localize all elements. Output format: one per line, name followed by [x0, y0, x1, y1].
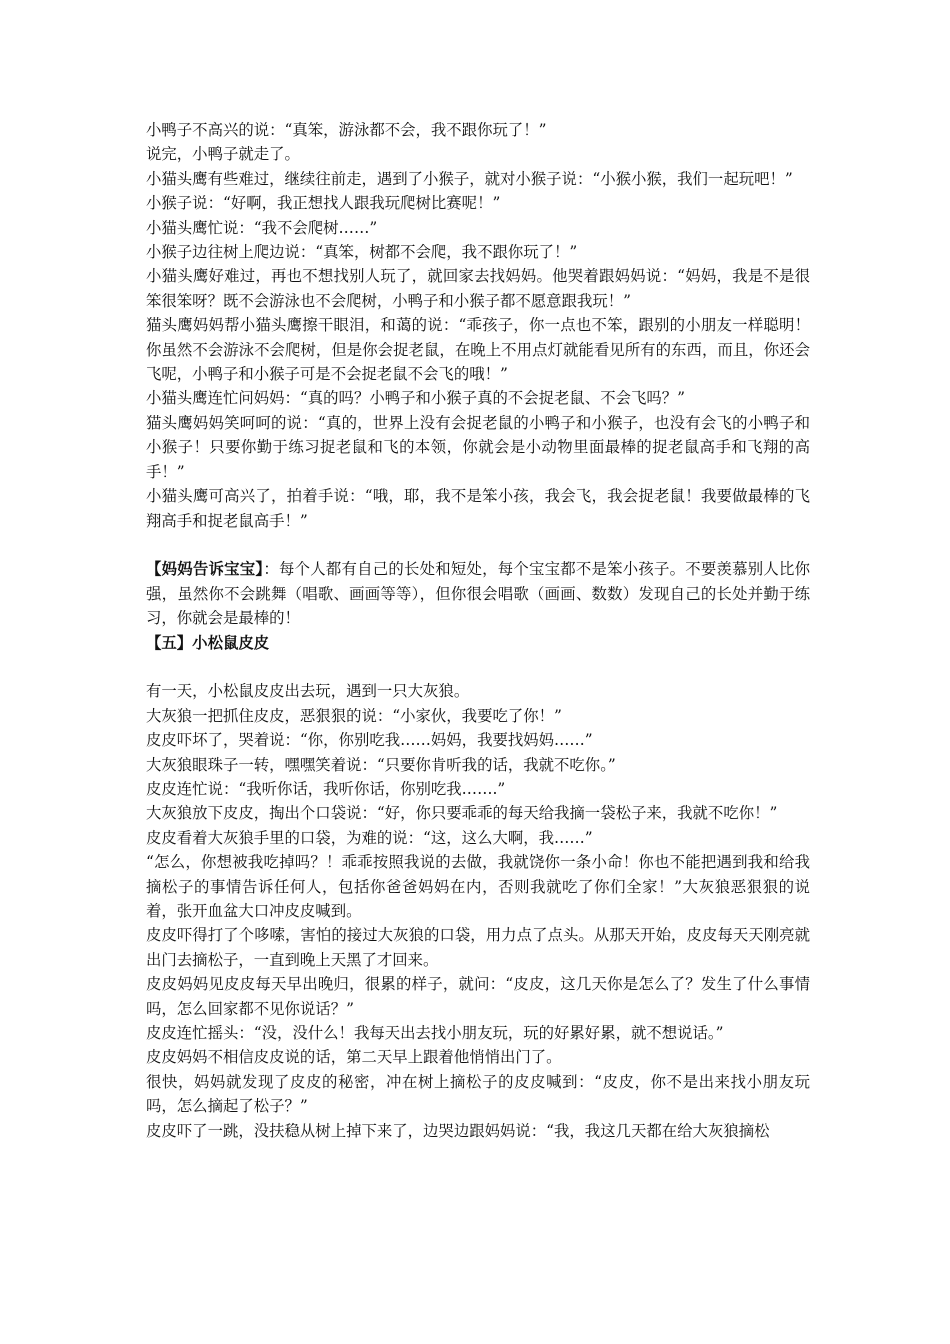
paragraph: 皮皮连忙说：“我听你话，我听你话，你别吃我…….” [146, 779, 506, 798]
paragraph: 小猴子说：“好啊，我正想找人跟我玩爬树比赛呢！” [146, 194, 501, 213]
blank-line [146, 533, 810, 557]
paragraph: 皮皮连忙摇头：“没，没什么！我每天出去找小朋友玩，玩的好累好累，就不想说话。” [146, 1024, 724, 1042]
moral-paragraph [146, 557, 810, 630]
paragraph: 小猫头鹰连忙问妈妈：“真的吗？小鸭子和小猴子真的不会捉老鼠、不会飞吗？” [146, 389, 686, 408]
paragraph: “怎么，你想被我吃掉吗？！乖乖按照我说的去做，我就饶你一条小命！你也不能把遇到我和给我摘松子的事情告诉任何人，包括你爸爸妈妈在内，否则我就吃了你们全家！”大灰狼恶狠狠的说着，张开血盆大口冲皮皮喊到。 [146, 853, 810, 920]
paragraph: 大灰狼眼珠子一转，嘿嘿笑着说：“只要你肯听我的话，我就不吃你。” [146, 755, 616, 774]
paragraph: 猫头鹰妈妈笑呵呵的说：“真的，世界上没有会捉老鼠的小鸭子和小猴子，也没有会飞的小鸭子和小猴子！只要你勤于练习捉老鼠和飞的本领，你就会是小动物里面最棒的捉老鼠高手和飞翔的高手！” [146, 413, 810, 481]
blank-line [146, 655, 810, 679]
paragraph: 皮皮看着大灰狼手里的口袋，为难的说：“这，这么大啊，我……” [146, 828, 593, 847]
paragraph: 皮皮吓得打了个哆嗦，害怕的接过大灰狼的口袋，用力点了点头。从那天开始，皮皮每天天刚亮就出门去摘松子，一直到晚上天黑了才回来。 [146, 926, 810, 969]
paragraph: 很快，妈妈就发现了皮皮的秘密，冲在树上摘松子的皮皮喊到：“皮皮，你不是出来找小朋友玩吗，怎么摘起了松子？” [146, 1072, 810, 1116]
paragraph: 说完，小鸭子就走了。 [146, 145, 300, 164]
paragraph: 小猫头鹰好难过，再也不想找别人玩了，就回家去找妈妈。他哭着跟妈妈说：“妈妈，我是不是很笨很笨呀？既不会游泳也不会爬树，小鸭子和小猴子都不愿意跟我玩！” [146, 267, 810, 310]
story-title: 【五】小松鼠皮皮 [146, 633, 270, 652]
moral-label: 【妈妈告诉宝宝】 [146, 560, 264, 579]
paragraph: 猫头鹰妈妈帮小猫头鹰擦干眼泪，和蔼的说：“乖孩子，你一点也不笨，跟别的小朋友一样聪明！你虽然不会游泳不会爬树，但是你会捉老鼠，在晚上不用点灯就能看见所有的东西，而且，你还会飞呢，小鸭子和小猴子可是不会捉老鼠不会飞的哦！” [146, 316, 810, 384]
paragraph: 皮皮吓了一跳，没扶稳从树上掉下来了，边哭边跟妈妈说：“我，我这几天都在给大灰狼摘松 [146, 1121, 770, 1140]
paragraph: 皮皮吓坏了，哭着说：“你，你别吃我……妈妈，我要找妈妈……” [146, 731, 593, 750]
paragraph: 小猫头鹰忙说：“我不会爬树……” [146, 218, 378, 237]
paragraph: 皮皮妈妈不相信皮皮说的话，第二天早上跟着他悄悄出门了。 [146, 1048, 562, 1067]
paragraph: 小鸭子不高兴的说：“真笨，游泳都不会，我不跟你玩了！” [146, 121, 547, 139]
paragraph: 小猫头鹰可高兴了，拍着手说：“哦，耶，我不是笨小孩，我会飞，我会捉老鼠！我要做最棒的飞翔高手和捉老鼠高手！” [146, 487, 810, 530]
paragraph: 小猴子边往树上爬边说：“真笨，树都不会爬，我不跟你玩了！” [146, 243, 578, 262]
paragraph: 小猫头鹰有些难过，继续往前走，遇到了小猴子，就对小猴子说：“小猴小猴，我们一起玩吧！” [146, 169, 793, 188]
document-page [146, 118, 810, 1143]
moral-text: ：每个人都有自己的长处和短处，每个宝宝都不是笨小孩子。不要羡慕别人比你强，虽然你不会跳舞（唱歌、画画等等），但你很会唱歌（画画、数数）发现自己的长处并勤于练习，你就会是最棒的！ [146, 560, 810, 628]
paragraph: 皮皮妈妈见皮皮每天早出晚归，很累的样子，就问：“皮皮，这几天你是怎么了？发生了什么事情吗，怎么回家都不见你说话？” [146, 975, 810, 1018]
paragraph: 大灰狼一把抓住皮皮，恶狠狠的说：“小家伙，我要吃了你！” [146, 706, 562, 725]
paragraph: 有一天，小松鼠皮皮出去玩，遇到一只大灰狼。 [146, 682, 470, 701]
paragraph: 大灰狼放下皮皮，掏出个口袋说：“好，你只要乖乖的每天给我摘一袋松子来，我就不吃你！” [146, 804, 778, 823]
